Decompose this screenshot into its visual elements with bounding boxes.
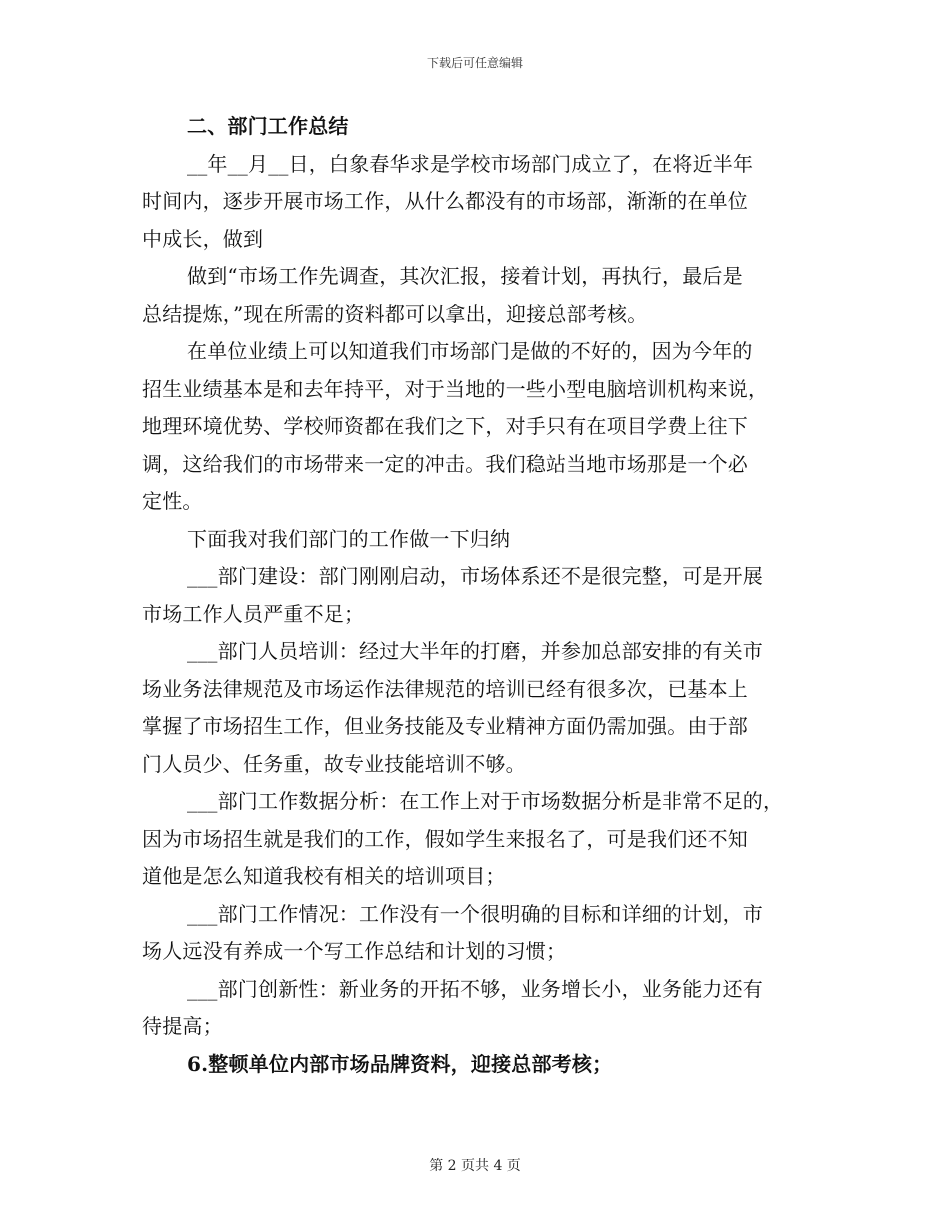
line-9: 地理环境优势、学校师资都在我们之下，对手只有在项目学费上往下 [142, 414, 748, 438]
line-21: 道他是怎么知道我校有相关的培训项目； [142, 864, 506, 888]
line-3: 时间内，逐步开展市场工作，从什么都没有的市场部，渐渐的在单位 [142, 189, 748, 213]
line-12: 下面我对我们部门的工作做一下归纳 [187, 526, 511, 551]
line-23: 场人远没有养成一个写工作总结和计划的习惯； [142, 939, 567, 963]
line-8: 招生业绩基本是和去年持平，对于当地的一些小型电脑培训机构来说， [142, 376, 769, 401]
line-7: 在单位业绩上可以知道我们市场部门是做的不好的，因为今年的 [187, 339, 753, 363]
page-header: 下载后可任意编辑 [426, 56, 523, 70]
line-1: 二、部门工作总结 [187, 114, 349, 138]
line-13: ___部门建设：部门刚刚启动，市场体系还不是很完整，可是开展 [187, 564, 763, 588]
line-18: 门人员少、任务重，故专业技能培训不够。 [142, 751, 526, 776]
line-16: 场业务法律规范及市场运作法律规范的培训已经有很多次，已基本上 [142, 676, 748, 701]
line-2: __年__月__日，白象春华求是学校市场部门成立了，在将近半年 [187, 151, 754, 176]
page-footer: 第 2 页共 4 页 [429, 1158, 521, 1174]
line-22: ___部门工作情况：工作没有一个很明确的目标和详细的计划，市 [187, 901, 763, 926]
line-15: ___部门人员培训：经过大半年的打磨，并参加总部安排的有关市 [187, 639, 763, 663]
line-11: 定性。 [142, 489, 203, 513]
line-5: 做到“市场工作先调查，其次汇报，接着计划，再执行，最后是 [187, 264, 743, 288]
line-17: 掌握了市场招生工作，但业务技能及专业精神方面仍需加强。由于部 [142, 714, 748, 738]
document-body [142, 108, 822, 1083]
line-25: 待提高； [142, 1014, 223, 1038]
line-24: ___部门创新性：新业务的开拓不够，业务增长小，业务能力还有 [187, 976, 763, 1001]
line-4: 中成长，做到 [142, 226, 264, 251]
line-26: 6.整顿单位内部市场品牌资料，迎接总部考核； [187, 1051, 613, 1076]
line-10: 调，这给我们的市场带来一定的冲击。我们稳站当地市场那是一个必 [142, 451, 748, 476]
line-6: 总结提炼，”现在所需的资料都可以拿出，迎接总部考核。 [142, 301, 648, 326]
line-19: ___部门工作数据分析：在工作上对于市场数据分析是非常不足的， [187, 789, 784, 813]
line-14: 市场工作人员严重不足； [142, 601, 365, 626]
line-20: 因为市场招生就是我们的工作，假如学生来报名了，可是我们还不知 [142, 826, 748, 851]
